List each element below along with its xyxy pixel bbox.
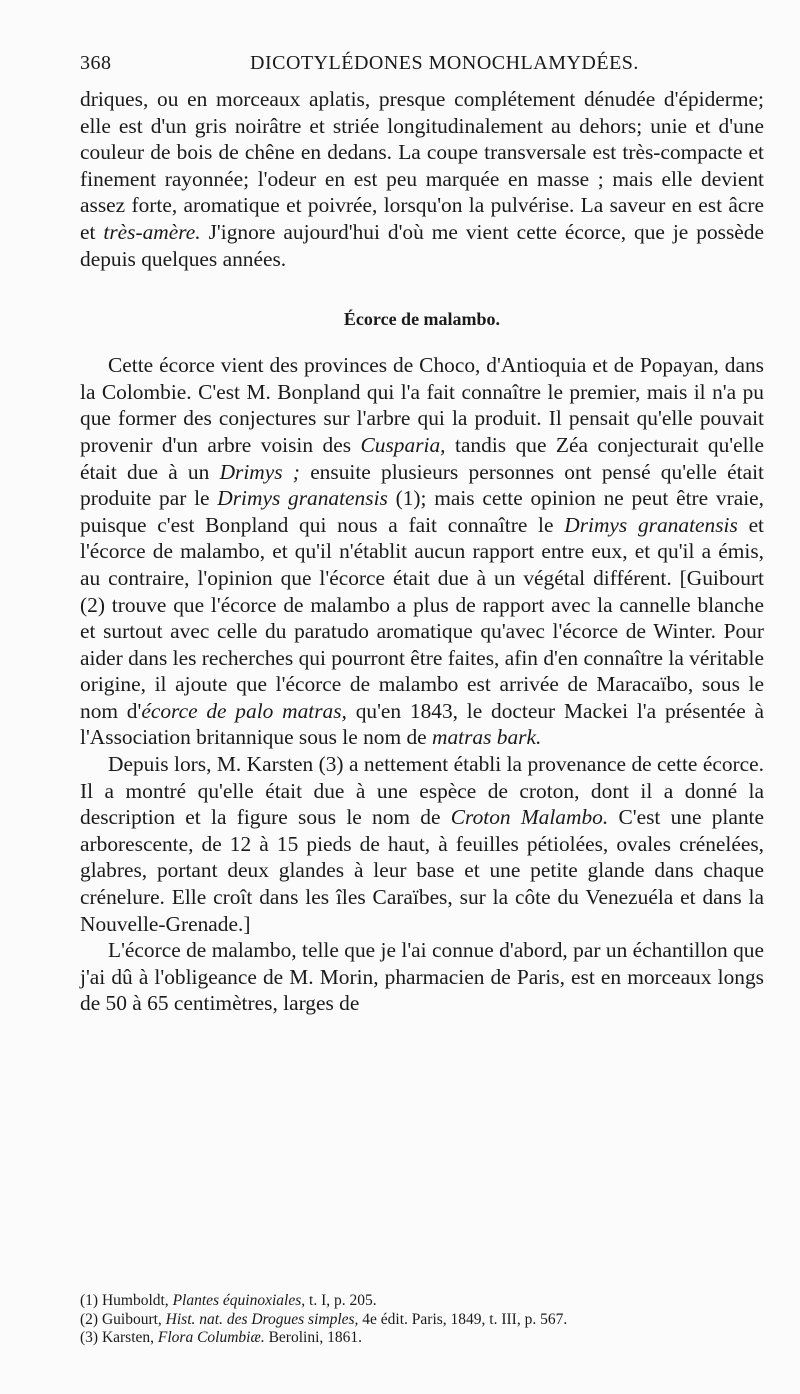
text-run: C'est une plante arborescente, de 12 à 15 pieds de haut, à feuilles pétiolées, ovales crénelées, glabres, portant deux glandes à leur base et une petite glande dans chaque crénelure. Elle croît dans les îles Caraïbes, sur la côte du Venezuéla et dans la Nouvelle-Grenade.] <box>80 805 764 936</box>
running-head <box>80 52 764 86</box>
footnote-1: (1) Humboldt, Plantes équinoxiales, t. I, p. 205. <box>80 1292 377 1309</box>
taxon-name: Cusparia, <box>360 432 446 457</box>
text-run: Cette écorce vient des provinces de Choco, d'Antioquia et de Popayan, dans la Colombie. C'est M. Bonpland qui l'a fait connaître le premier, mais il n'a pu que former des conjectures sur l'arbre qui la produit. Il pensait qu'elle pouvait provenir d'un arbre voisin des <box>80 353 764 457</box>
common-name: écorce de palo matras, <box>141 698 347 723</box>
text-run: qu'en 1843, le docteur Mackei l'a présentée à l'Association britannique sous le nom de <box>80 698 764 750</box>
taxon-name: Drimys ; <box>219 459 300 484</box>
text-run: et l'écorce de malambo, et qu'il n'établit aucun rapport entre eux, et qu'il a émis, au contraire, l'opinion que l'écorce était due à un végétal différent. [Guibourt (2) trouve que l'écorce de malambo a plus de rapport avec la cannelle blanche et surtout avec celle du paratudo aromatique qu'avec l'écorce de Winter. Pour aider dans les recherches qui pourront être faites, afin d'en connaître la véritable origine, il ajoute que l'écorce de malambo est arrivée de Maracaïbo, sous le nom d' <box>80 512 764 723</box>
footnote-2: (2) Guibourt, Hist. nat. des Drogues simples, 4e édit. Paris, 1849, t. III, p. 567. <box>80 1310 568 1328</box>
text-run: (1); mais cette opinion ne peut être vraie, puisque c'est Bonpland qui nous a fait connaître le <box>80 486 764 537</box>
paragraph-description <box>80 937 764 1017</box>
paragraph-intro <box>80 86 764 272</box>
text-run: tandis que Zéa conjecturait qu'elle était due à un <box>80 432 764 484</box>
text-run: L'écorce de malambo, telle que je l'ai connue d'abord, par un échantillon que j'ai dû à l'obligeance de M. Morin, pharmacien de Paris, est en morceaux longs de 50 à 65 centimètres, larges de <box>80 938 764 1016</box>
running-title: DICOTYLÉDONES MONOCHLAMYDÉES. <box>250 52 639 74</box>
text-run: Depuis lors, M. Karsten (3) a nettement établi la provenance de cette écorce. Il a montré qu'elle était due à une espèce de croton, dont il a donné la description et la figure sous le nom de <box>80 752 764 830</box>
body-text <box>80 86 764 1017</box>
footnote-3: (3) Karsten, Flora Columbiæ. Berolini, 1861. <box>80 1329 363 1346</box>
intro-end: J'ignore aujourd'hui d'où me vient cette écorce, que je possède depuis quelques années. <box>80 219 764 271</box>
intro-italic: très-amère. <box>103 219 201 244</box>
intro-text: driques, ou en morceaux aplatis, presque complétement dénudée d'épiderme; elle est d'un gris noirâtre et striée longitudinalement au dehors; unie et d'une couleur de bois de chêne en dedans. La coupe transversale est très-compacte et finement rayonnée; l'odeur en est peu marquée en masse ; mais elle devient assez forte, aromatique et poivrée, lorsqu'on la pulvérise. La saveur en est âcre et <box>80 87 764 244</box>
taxon-name: Drimys granatensis <box>564 512 738 537</box>
text-run: ensuite plusieurs personnes ont pensé qu'elle était produite par le <box>80 459 764 511</box>
section-heading: Écorce de malambo. <box>343 309 501 330</box>
page-number: 368 <box>80 52 112 74</box>
taxon-name: Croton Malambo. <box>450 805 609 830</box>
taxon-name: Drimys granatensis <box>217 486 388 511</box>
footnotes <box>80 1292 756 1348</box>
paragraph-karsten <box>80 751 764 937</box>
paragraph-origin <box>80 352 764 751</box>
common-name: matras bark. <box>432 725 542 750</box>
